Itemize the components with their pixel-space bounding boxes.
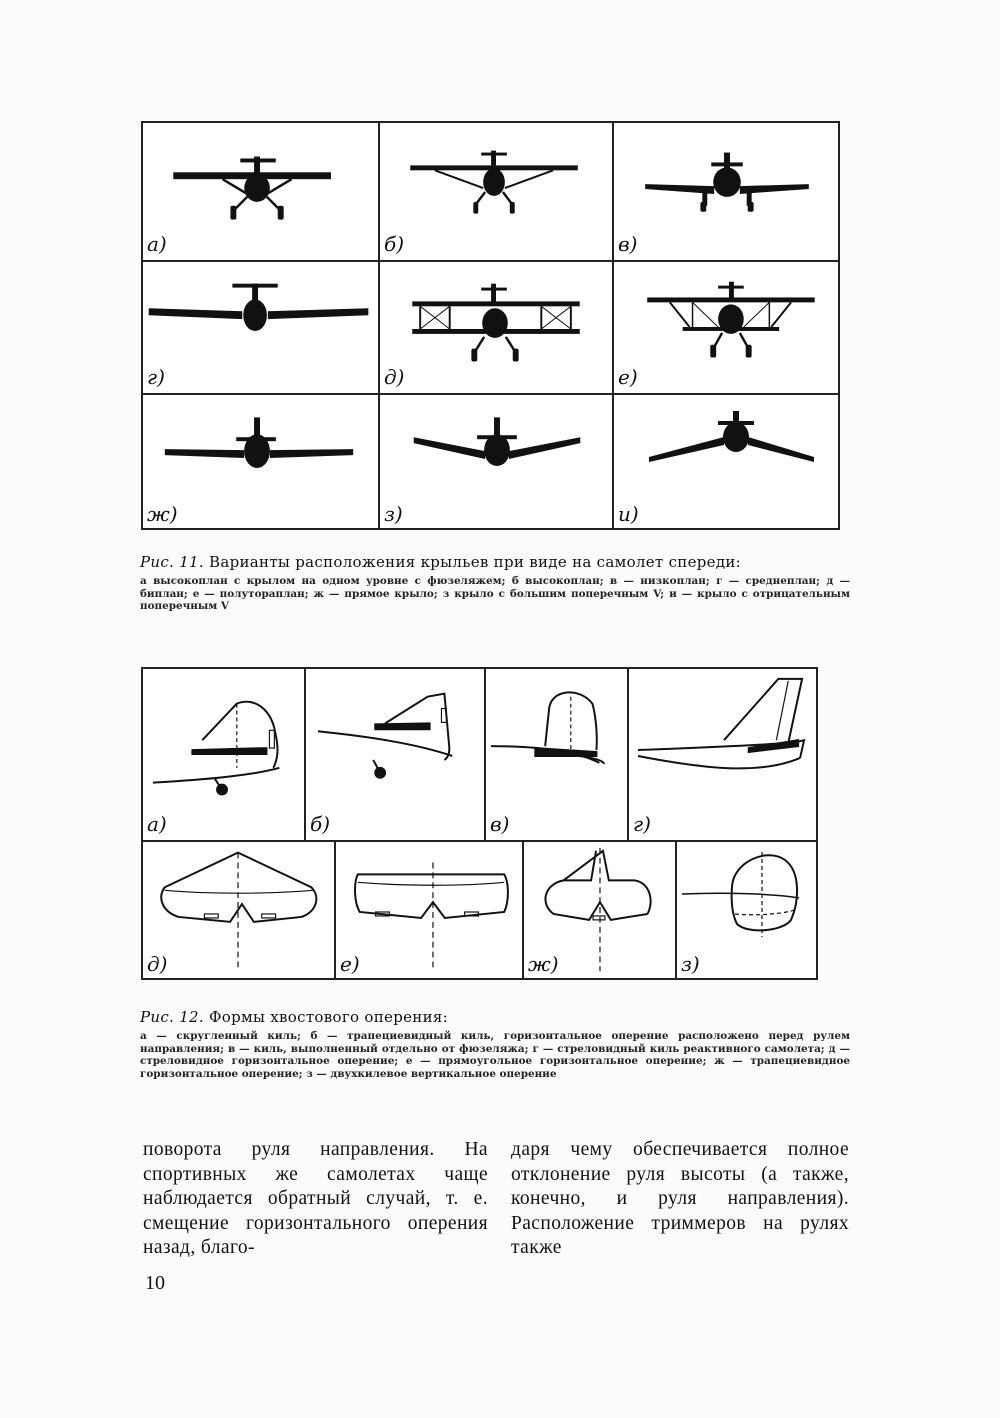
trapezoidal-fin-tail-icon [306,669,484,840]
swept-horizontal-tail-icon [143,842,334,980]
panel-label: а) [147,812,167,836]
fig11-panel-d [380,262,614,395]
panel-label: д) [147,952,168,976]
high-wing-strut-aircraft-front-icon [380,123,612,260]
panel-label: б) [384,232,405,256]
fig12-panel-v [486,669,629,842]
fig12-panel-d [143,842,336,980]
caption-legend: а — скругленный киль; б — трапециевидный киль, горизонтальное оперение расположено перед рулем направления; в — киль, выполненный отдельно от фюзеляжа; г — стреловидный киль реактивного самолета; д — стреловидное горизонтальное оперение; е — прямоугольное горизонтальное оперение; ж — трапециевидное горизонтальное оперение; з — двухкилевое вертикальное оперение [140,1030,850,1080]
fig11-panel-a [143,123,380,262]
figure-number: Рис. 11. [140,553,204,571]
fig11-panel-e [614,262,840,395]
figure-12-grid [141,667,818,980]
panel-label: з) [384,502,403,526]
fig12-panel-e [336,842,524,980]
panel-label: в) [618,232,638,256]
panel-label: г) [633,812,651,836]
fig11-panel-z [380,395,614,530]
fig12-panel-g [629,669,818,842]
fig12-panel-a [143,669,306,842]
caption-legend: а высокоплан с крылом на одном уровне с фюзеляжем; б высокоплан; в — низкоплан; г — среднеплан; д — биплан; е — полутораплан; ж — прямое крыло; з крыло с большим поперечным V; и — крыло с отрицательным поперечным V [140,575,850,612]
fig11-panel-b [380,123,614,262]
paragraph: поворота руля направления. На спортивных же самолетах чаще наблюдается обратный случай, т. е. смещение горизонтального оперения назад, благо- [143,1139,488,1258]
rectangular-horizontal-tail-icon [336,842,522,980]
paragraph: даря чему обеспечивается полное отклонение руля высоты (а также, конечно, и руля направления). Расположение триммеров на рулях также [511,1139,849,1258]
sesquiplane-aircraft-front-icon [614,262,840,393]
dihedral-wing-aircraft-front-icon [380,395,612,530]
panel-label: а) [147,232,167,256]
panel-label: в) [490,812,510,836]
rounded-fin-tail-icon [143,669,304,840]
panel-label: е) [618,365,638,389]
caption-title: Варианты расположения крыльев при виде на самолет спереди: [209,553,742,571]
panel-label: д) [384,365,405,389]
fig12-panel-z [677,842,818,980]
panel-label: е) [340,952,360,976]
fig11-panel-zh [143,395,380,530]
panel-label: б) [310,812,331,836]
figure-12-caption [140,1008,850,1080]
anhedral-wing-aircraft-front-icon [614,395,840,530]
biplane-aircraft-front-icon [380,262,612,393]
body-text-left-column [143,1138,488,1261]
figure-number: Рис. 12. [140,1008,204,1026]
fig12-panel-zh [524,842,677,980]
mid-wing-aircraft-front-icon [143,262,378,393]
panel-label: з) [681,952,700,976]
high-wing-aircraft-front-icon [143,123,378,260]
panel-label: г) [147,365,165,389]
caption-title: Формы хвостового оперения: [209,1008,448,1026]
swept-fin-jet-tail-icon [629,669,818,840]
page-number: 10 [145,1272,165,1294]
body-text-right-column [511,1138,849,1261]
fig12-panel-b [306,669,486,842]
low-wing-aircraft-front-icon [614,123,840,260]
fig11-panel-g [143,262,380,395]
panel-label: ж) [528,952,559,976]
figure-11-grid [141,121,840,530]
fig11-panel-i [614,395,840,530]
panel-label: ж) [147,502,178,526]
fig11-panel-v [614,123,840,262]
straight-wing-aircraft-front-icon [143,395,378,530]
figure-11-caption [140,553,850,613]
panel-label: и) [618,502,639,526]
